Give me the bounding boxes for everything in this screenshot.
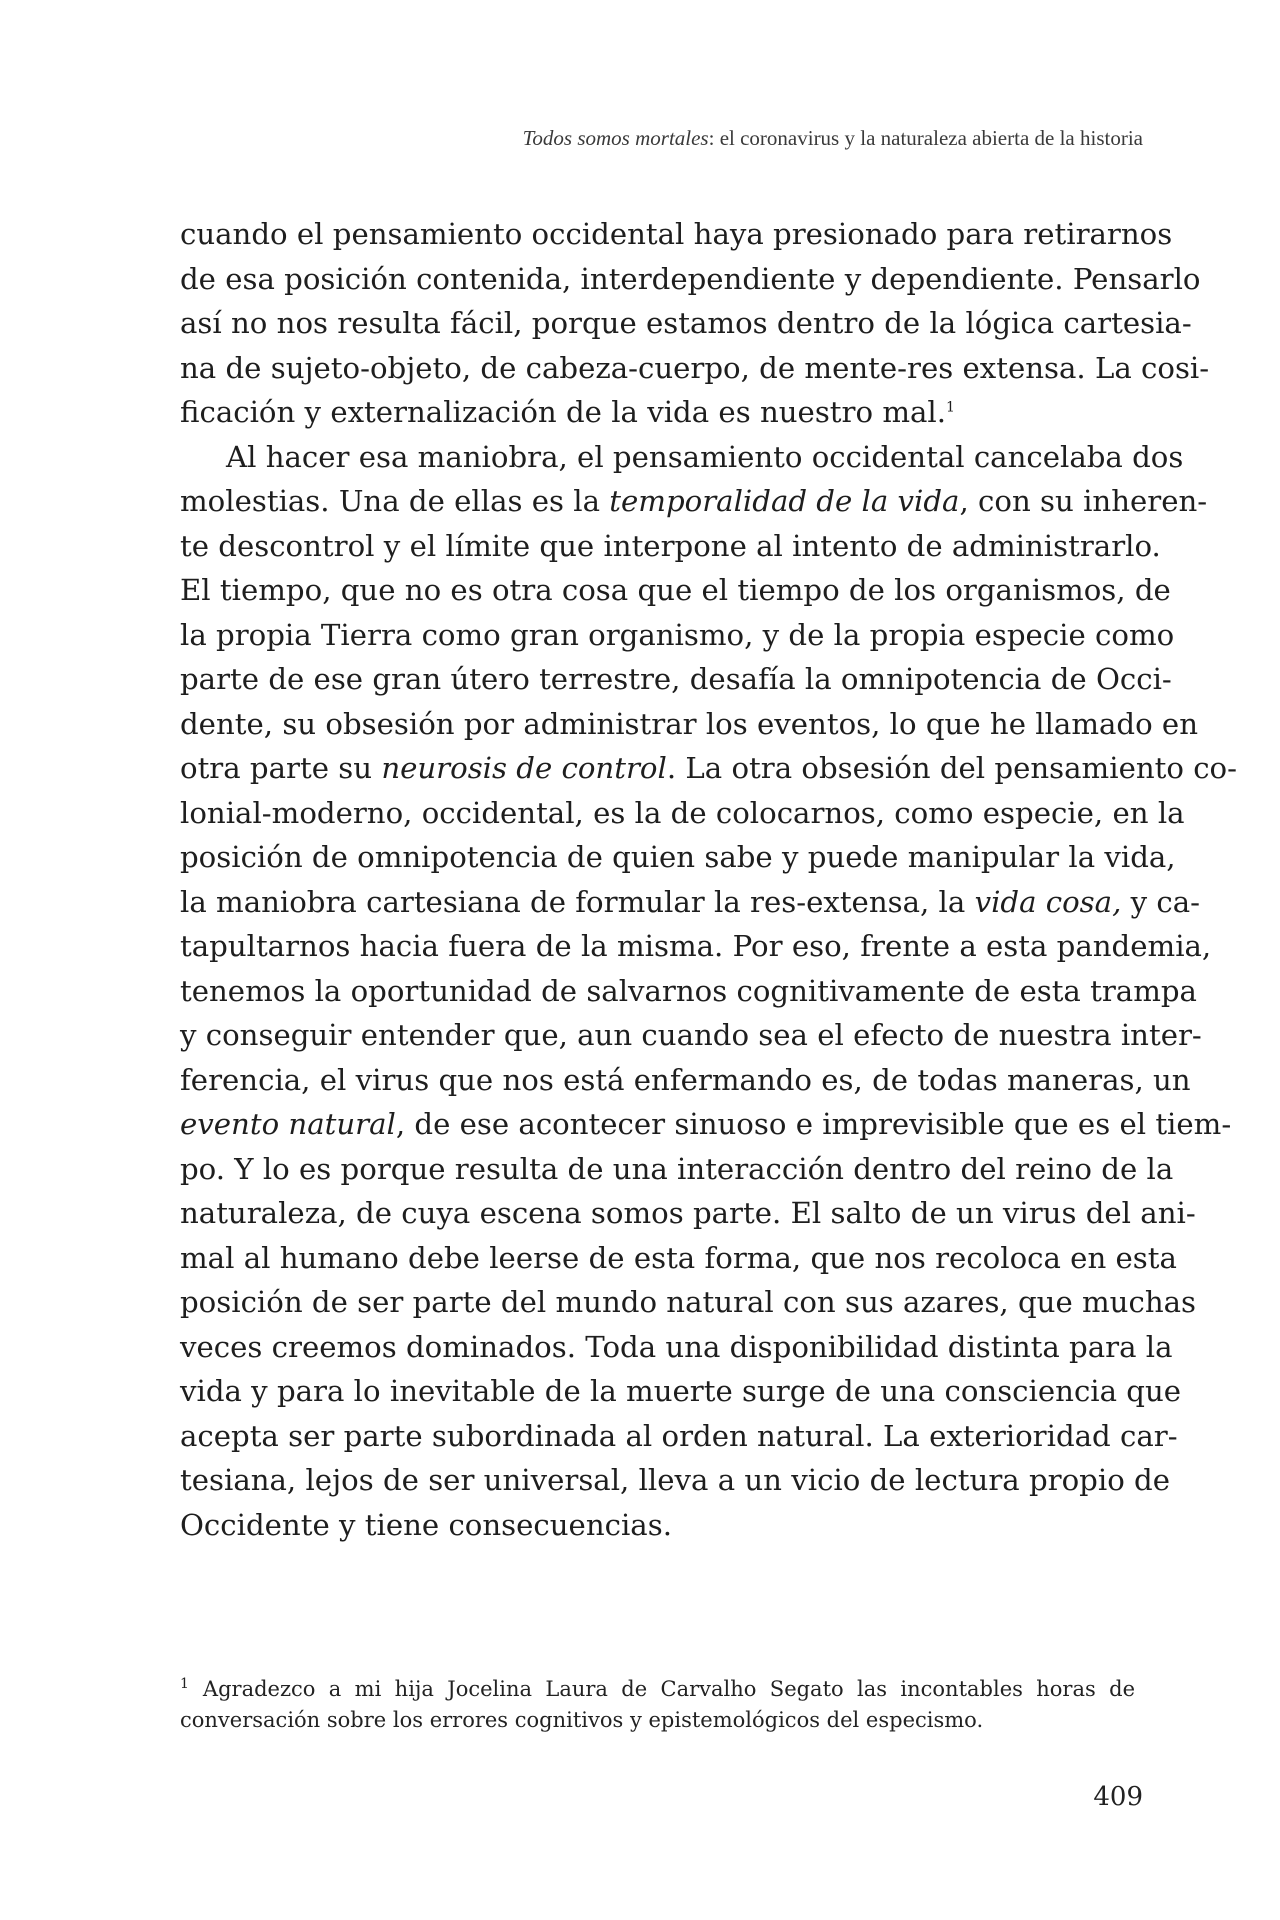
text-run: , con su inheren- (959, 484, 1208, 518)
text-line: lonial-moderno, occidental, es la de colocarnos, como especie, en la (180, 795, 1185, 830)
text-line: tesiana, lejos de ser universal, lleva a un vicio de lectura propio de (180, 1463, 1170, 1497)
text-line: acepta ser parte subordinada al orden natural. La exterioridad car- (180, 1418, 1178, 1453)
text-run: , de ese acontecer sinuoso e imprevisible que es el tiem- (395, 1107, 1232, 1141)
text-line: posición de ser parte del mundo natural con sus azares, que muchas (180, 1285, 1197, 1319)
emphasis: neurosis de control (381, 751, 667, 785)
text-line: dente, su obsesión por administrar los eventos, lo que he llamado en (180, 706, 1198, 741)
text-line (180, 746, 1237, 791)
running-head-subtitle: : el coronavirus y la naturaleza abierta de la historia (708, 126, 1143, 150)
text-line: posición de omnipotencia de quien sabe y puede manipular la vida, (180, 840, 1176, 874)
footnote-number: 1 (180, 1676, 189, 1692)
text-line: Occidente y tiene consecuencias. (180, 1507, 672, 1542)
running-head (523, 126, 1143, 151)
text-line: de esa posición contenida, interdependiente y dependiente. Pensarlo (180, 261, 1201, 296)
text-run: ficación y externalización de la vida es nuestro mal. (180, 395, 947, 429)
text-line: la propia Tierra como gran organismo, y de la propia especie como (180, 617, 1175, 652)
text-line: tenemos la oportunidad de salvarnos cognitivamente de esta trampa (180, 973, 1197, 1008)
text-line: veces creemos dominados. Toda una disponibilidad distinta para la (180, 1329, 1173, 1364)
text-line (180, 880, 1200, 925)
emphasis: temporalidad de la vida (609, 484, 960, 518)
page-number: 409 (1093, 1782, 1143, 1812)
text-line: te descontrol y el límite que interpone al intento de administrarlo. (180, 528, 1161, 563)
footnote-text: Agradezco a mi hija Jocelina Laura de Carvalho Segato las incontables horas de (202, 1677, 1135, 1701)
body-text (180, 212, 1237, 1547)
text-run: y ca- (1121, 884, 1200, 919)
footnote-line: conversación sobre los errores cognitivos y epistemológicos del especismo. (180, 1707, 984, 1732)
running-head-title: Todos somos mortales (522, 126, 709, 150)
footnote-line (180, 1674, 1135, 1705)
text-run: molestias. Una de ellas es la (180, 484, 610, 518)
text-line: naturaleza, de cuya escena somos parte. El salto de un virus del ani- (180, 1196, 1196, 1230)
text-line: parte de ese gran útero terrestre, desafía la omnipotencia de Occi- (180, 662, 1172, 696)
text-line: tapultarnos hacia fuera de la misma. Por eso, frente a esta pandemia, (180, 929, 1212, 963)
text-line: así no nos resulta fácil, porque estamos dentro de la lógica cartesia- (180, 306, 1192, 340)
text-line: y conseguir entender que, aun cuando sea el efecto de nuestra inter- (180, 1018, 1202, 1052)
text-line: ferencia, el virus que nos está enfermando es, de todas maneras, un (180, 1062, 1191, 1097)
text-run: otra parte su (180, 751, 382, 785)
emphasis: vida cosa, (974, 884, 1122, 919)
text-line: Al hacer esa maniobra, el pensamiento occidental cancelaba dos (226, 439, 1184, 474)
text-line: vida y para lo inevitable de la muerte surge de una consciencia que (180, 1374, 1182, 1408)
emphasis: evento natural (180, 1107, 396, 1141)
text-line (180, 479, 1208, 524)
footnote (180, 1674, 1135, 1735)
text-line: po. Y lo es porque resulta de una interacción dentro del reino de la (180, 1151, 1174, 1186)
text-line (180, 1102, 1232, 1147)
footnote-reference: 1 (946, 399, 955, 416)
text-line (180, 390, 1135, 435)
text-line: na de sujeto-objeto, de cabeza-cuerpo, de mente-res extensa. La cosi- (180, 350, 1210, 385)
text-line: cuando el pensamiento occidental haya presionado para retirarnos (180, 217, 1173, 251)
text-line: El tiempo, que no es otra cosa que el tiempo de los organismos, de (180, 573, 1171, 607)
text-run: la maniobra cartesiana de formular la res-extensa, la (180, 884, 975, 919)
text-line: mal al humano debe leerse de esta forma, que nos recoloca en esta (180, 1240, 1177, 1275)
text-run: . La otra obsesión del pensamiento co- (666, 751, 1237, 785)
